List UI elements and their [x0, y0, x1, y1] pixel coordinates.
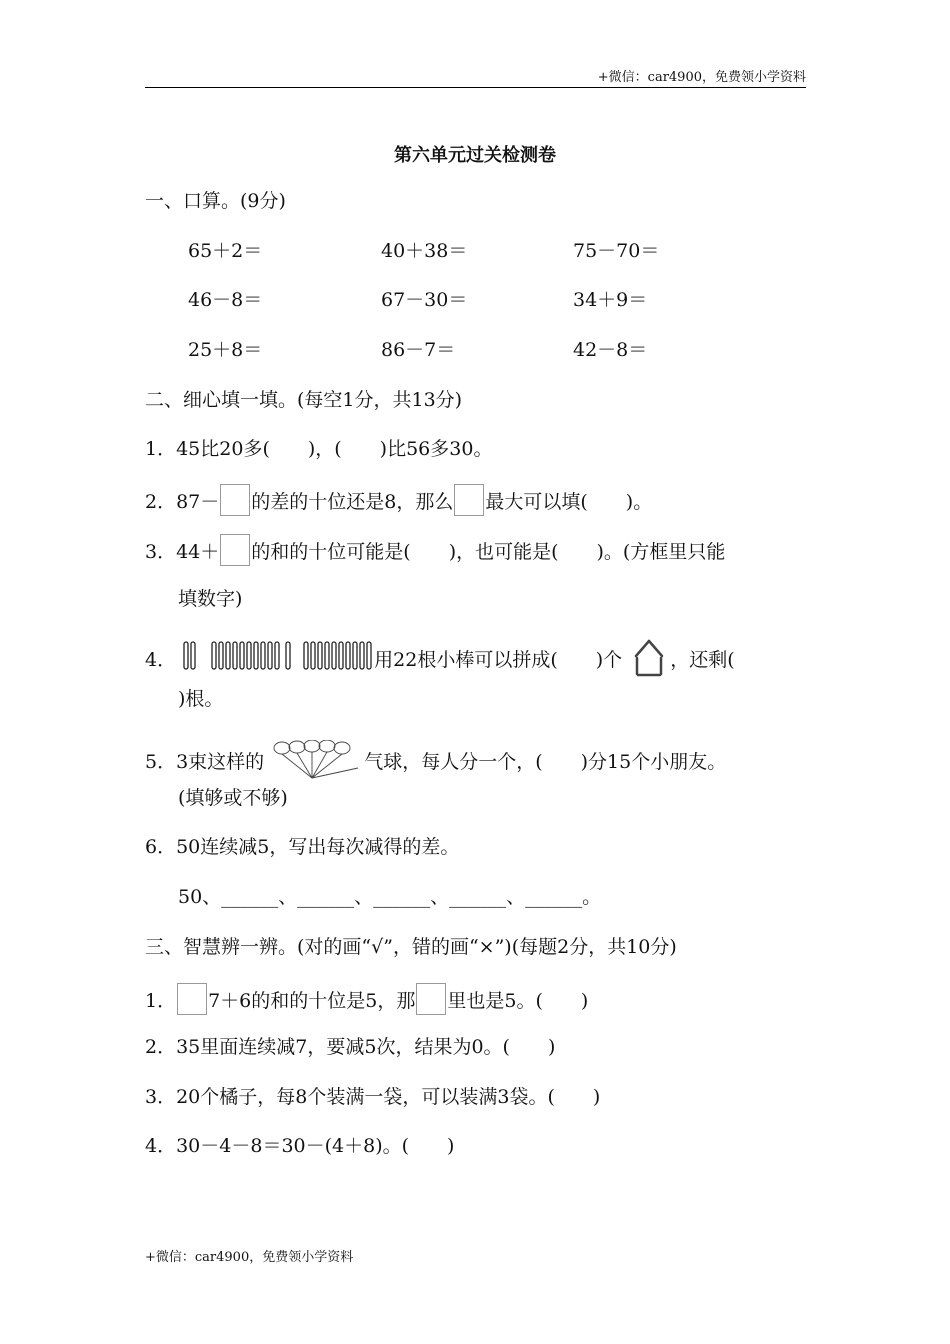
balloons-icon — [272, 740, 362, 782]
calc-1-2: 40＋38＝ — [381, 240, 468, 262]
answer-box — [177, 983, 207, 1015]
sec2-q4 — [145, 638, 735, 678]
calc-3-1: 25＋8＝ — [188, 339, 263, 361]
answer-box — [454, 484, 484, 516]
q2-part-c: 最大可以填( )。 — [485, 491, 653, 513]
sec2-heading: 二、细心填一填。(每空1分，共13分) — [145, 389, 463, 411]
sec2-q4-cont: )根。 — [178, 688, 224, 710]
q4-num: 4． — [145, 649, 177, 671]
sec2-q2 — [145, 484, 652, 516]
sec2-q5 — [145, 740, 726, 782]
answer-box — [220, 534, 250, 566]
sec1-heading: 一、口算。(9分) — [145, 190, 286, 212]
sec3-heading: 三、智慧辨一辨。(对的画“√”，错的画“×”)(每题2分，共10分) — [145, 936, 677, 958]
sec3-q2: 2．35里面连续减7，要减5次，结果为0。( ) — [145, 1036, 556, 1058]
q3-num: 3． — [145, 541, 177, 563]
s3q1-num: 1． — [145, 990, 177, 1012]
calc-1-1: 65＋2＝ — [188, 240, 263, 262]
q2-num: 2． — [145, 491, 177, 513]
calc-3-3: 42－8＝ — [573, 339, 648, 361]
sec2-q5-cont: (填够或不够) — [178, 787, 288, 809]
q4-part-a: 用22根小棒可以拼成( )个 — [374, 649, 623, 671]
sec3-q3: 3．20个橘子，每8个装满一袋，可以装满3袋。( ) — [145, 1086, 601, 1108]
q3-part-b: 的和的十位可能是( )，也可能是( )。(方框里只能 — [251, 541, 726, 563]
answer-box — [416, 983, 446, 1015]
sticks-icon — [182, 640, 374, 672]
sec3-q1 — [145, 983, 588, 1015]
s3q1-part-a: 7＋6的和的十位是5，那 — [208, 990, 416, 1012]
sec2-q3 — [145, 534, 725, 566]
q5-part-b: 气球，每人分一个，( )分15个小朋友。 — [364, 751, 727, 773]
calc-2-3: 34＋9＝ — [573, 289, 648, 311]
header-watermark: +微信：car4900，免费领小学资料 — [597, 70, 806, 85]
calc-2-2: 67－30＝ — [381, 289, 468, 311]
footer-watermark: +微信：car4900，免费领小学资料 — [145, 1250, 354, 1265]
header-rule — [145, 87, 806, 88]
answer-box — [220, 484, 250, 516]
calc-1-3: 75－70＝ — [573, 240, 660, 262]
sec2-q6: 6．50连续减5，写出每次减得的差。 — [145, 836, 460, 858]
q2-part-a: 87－ — [176, 491, 220, 513]
q3-part-a: 44＋ — [176, 541, 220, 563]
page-title: 第六单元过关检测卷 — [394, 145, 556, 166]
q5-part-a: 3束这样的 — [176, 751, 265, 773]
calc-2-1: 46－8＝ — [188, 289, 263, 311]
house-shape-icon — [632, 638, 666, 678]
q4-part-b: ，还剩( — [670, 649, 735, 671]
sec2-q6-answers: 50、______、______、______、______、______。 — [178, 886, 602, 908]
sec2-q1: 1．45比20多( )，( )比56多30。 — [145, 438, 493, 460]
sec3-q4: 4．30－4－8＝30－(4＋8)。( ) — [145, 1135, 455, 1157]
sec2-q3-cont: 填数字) — [178, 588, 243, 610]
q2-part-b: 的差的十位还是8，那么 — [251, 491, 454, 513]
s3q1-part-b: 里也是5。( ) — [447, 990, 589, 1012]
calc-3-2: 86－7＝ — [381, 339, 456, 361]
q5-num: 5． — [145, 751, 177, 773]
